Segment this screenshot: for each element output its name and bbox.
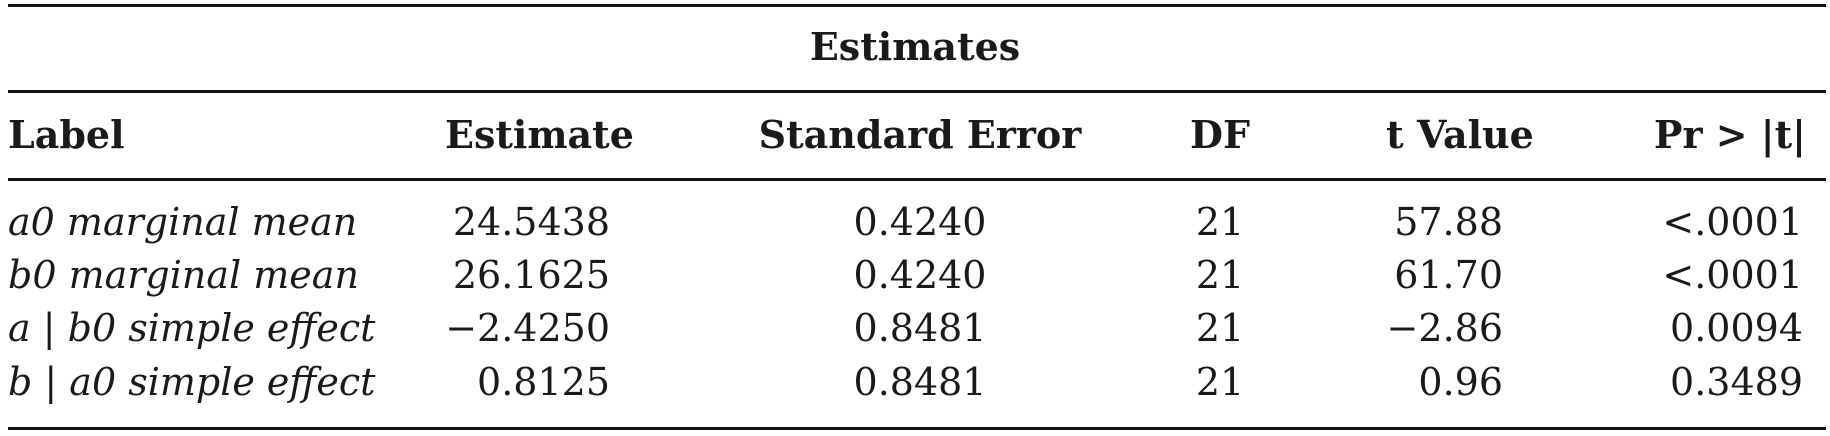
row-t-value: 57.88 bbox=[1394, 200, 1503, 244]
row-p-value: 0.3489 bbox=[1670, 360, 1803, 404]
top-rule bbox=[8, 4, 1826, 7]
row-standard-error: 0.8481 bbox=[853, 360, 987, 404]
row-standard-error: 0.8481 bbox=[853, 306, 987, 350]
row-df: 21 bbox=[1195, 200, 1245, 244]
header-t-value: t Value bbox=[1386, 112, 1534, 157]
header-df: DF bbox=[1190, 112, 1250, 157]
row-p-value: <.0001 bbox=[1662, 200, 1803, 244]
row-estimate: −2.4250 bbox=[445, 306, 610, 350]
row-t-value: 61.70 bbox=[1394, 253, 1503, 297]
row-df: 21 bbox=[1195, 306, 1245, 350]
row-p-value: 0.0094 bbox=[1670, 306, 1803, 350]
table-row bbox=[0, 197, 1830, 247]
row-p-value: <.0001 bbox=[1662, 253, 1803, 297]
header-row bbox=[0, 110, 1830, 160]
row-estimate: 26.1625 bbox=[452, 253, 610, 297]
bottom-rule bbox=[8, 427, 1826, 430]
row-t-value: −2.86 bbox=[1386, 306, 1503, 350]
table-title: Estimates bbox=[809, 24, 1021, 69]
header-p-value: Pr > |t| bbox=[1653, 112, 1806, 157]
row-standard-error: 0.4240 bbox=[853, 253, 987, 297]
row-standard-error: 0.4240 bbox=[853, 200, 987, 244]
row-label: a | b0 simple effect bbox=[8, 306, 376, 350]
table-row bbox=[0, 357, 1830, 407]
row-estimate: 24.5438 bbox=[452, 200, 610, 244]
row-t-value: 0.96 bbox=[1418, 360, 1503, 404]
row-df: 21 bbox=[1195, 360, 1245, 404]
table-row bbox=[0, 303, 1830, 353]
row-label: b0 marginal mean bbox=[8, 253, 359, 297]
row-estimate: 0.8125 bbox=[477, 360, 610, 404]
header-standard-error: Standard Error bbox=[758, 112, 1082, 157]
header-rule bbox=[8, 178, 1826, 181]
title-rule bbox=[8, 90, 1826, 93]
table-row bbox=[0, 250, 1830, 300]
header-label: Label bbox=[8, 112, 125, 157]
row-df: 21 bbox=[1195, 253, 1245, 297]
header-estimate: Estimate bbox=[445, 112, 634, 157]
row-label: b | a0 simple effect bbox=[8, 360, 376, 404]
row-label: a0 marginal mean bbox=[8, 200, 358, 244]
